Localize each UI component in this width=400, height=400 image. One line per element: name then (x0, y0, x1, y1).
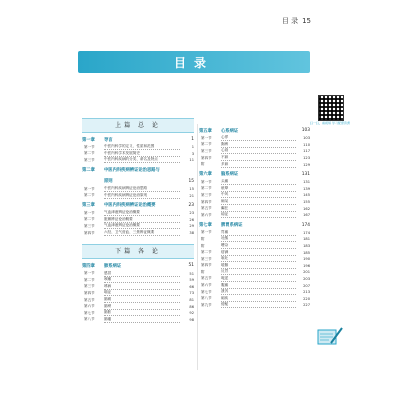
toc-section[interactable]: 第一节 头痛 131 (201, 179, 310, 185)
toc-chapter[interactable]: 第一章 导言 1 (82, 137, 194, 143)
toc-section[interactable]: 第六节 肺痨 86 (84, 303, 194, 309)
toc-section[interactable]: 第九节 便秘 227 (201, 302, 310, 308)
toc-section[interactable]: 第一节 心悸 103 (201, 135, 310, 141)
toc-section[interactable]: 附 多寐 129 (201, 161, 310, 167)
toc-chapter[interactable]: 第五章 心系病证 103 (199, 128, 310, 134)
toc-section[interactable]: 第七节 肺胀 92 (84, 310, 194, 316)
toc-section[interactable]: 第二节 脏腑辨证论治概要 26 (84, 216, 194, 222)
toc-chapter[interactable]: 第七章 脾胃系病证 174 (199, 222, 310, 229)
toc-section[interactable]: 第四节 六经、卫气营血、三焦辨证概要 38 (84, 230, 194, 236)
toc-section[interactable]: 第一节 胃痛 174 (201, 229, 310, 235)
toc-section[interactable]: 第一节 气血津液辨证论治概要 23 (84, 210, 194, 216)
toc-section[interactable]: 第三节 中风 145 (201, 192, 310, 198)
pen-notebook-icon (317, 326, 343, 346)
toc-section[interactable]: 第三节 呕吐 190 (201, 256, 310, 262)
toc-section[interactable]: 第六节 腹痛 207 (201, 282, 310, 288)
toc-section[interactable]: 第二节 痞满 185 (201, 249, 310, 255)
toc-section[interactable]: 第六节 痫证 167 (201, 212, 310, 218)
toc-right-column (199, 124, 310, 309)
toc-section[interactable]: 第八节 痢疾 220 (201, 295, 310, 301)
toc-section[interactable]: 附 嘈杂 183 (201, 243, 310, 249)
toc-section[interactable]: 第四节 不寐 123 (201, 155, 310, 161)
running-header (282, 16, 311, 26)
toc-title-banner (78, 51, 310, 73)
toc-section[interactable]: 第四节 痴呆 155 (201, 199, 310, 205)
toc-chapter[interactable]: 第二章 中医内科疾病辨证论治思路与 (82, 168, 160, 174)
toc-section[interactable]: 第二节 眩晕 139 (201, 185, 310, 191)
toc-chapter[interactable]: 第三章 中医内科疾病辨证论治概要 23 (82, 202, 194, 209)
toc-section[interactable]: 第五节 癫狂 162 (201, 205, 310, 211)
header-label: 目 录 (281, 17, 299, 25)
toc-section[interactable]: 第三节 中医内科疾病的分类、命名及特点 11 (84, 157, 194, 163)
toc-section[interactable]: 第八节 肺痿 98 (84, 316, 194, 322)
toc-section[interactable]: 第五节 呃逆 203 (201, 275, 310, 281)
part-header-general: 上篇 总 论 (82, 118, 194, 133)
toc-section[interactable]: 第三节 气血津液辨证论治概要 29 (84, 223, 194, 229)
toc-section[interactable]: 第二节 咳嗽 59 (84, 277, 194, 283)
toc-chapter[interactable]: 第六章 脑系病证 131 (199, 171, 310, 178)
toc-section[interactable]: 第三节 心衰 117 (201, 148, 310, 154)
toc-section[interactable]: 第二节 中医内科疾病辨证论治原则 21 (84, 192, 194, 198)
toc-section[interactable]: 第一节 中医内科学的定义、性质和范围 1 (84, 144, 194, 150)
toc-title: 目录 (173, 56, 214, 70)
toc-section[interactable]: 附 反胃 201 (201, 269, 310, 275)
column-divider (197, 124, 198, 370)
toc-section[interactable]: 第五节 肺痈 81 (84, 297, 194, 303)
toc-section[interactable]: 第四节 噎膈 196 (201, 262, 310, 268)
qr-caption: 扫一扫，看视频 学习配套资源 (310, 121, 350, 125)
toc-section[interactable]: 第二节 中医内科学术发展简史 3 (84, 150, 194, 156)
qr-code-icon[interactable] (318, 95, 344, 121)
toc-section[interactable]: 第七节 泄泻 213 (201, 289, 310, 295)
toc-section[interactable]: 第四节 喘证 73 (84, 290, 194, 296)
part-header-specific: 下篇 各 论 (82, 244, 194, 259)
toc-section[interactable]: 第一节 中医内科疾病辨证论治思路 15 (84, 186, 194, 192)
toc-chapter[interactable]: 第四章 肺系病证 51 (82, 263, 194, 269)
toc-left-column (82, 118, 194, 323)
toc-section[interactable]: 第三节 哮病 66 (84, 283, 194, 289)
header-page-number: 15 (302, 17, 311, 25)
toc-section[interactable]: 附 吐酸 181 (201, 236, 310, 242)
toc-chapter-continued[interactable]: 原则 15 (104, 178, 194, 185)
toc-section[interactable]: 第一节 感冒 51 (84, 270, 194, 276)
toc-section[interactable]: 第二节 胸痹 110 (201, 141, 310, 147)
